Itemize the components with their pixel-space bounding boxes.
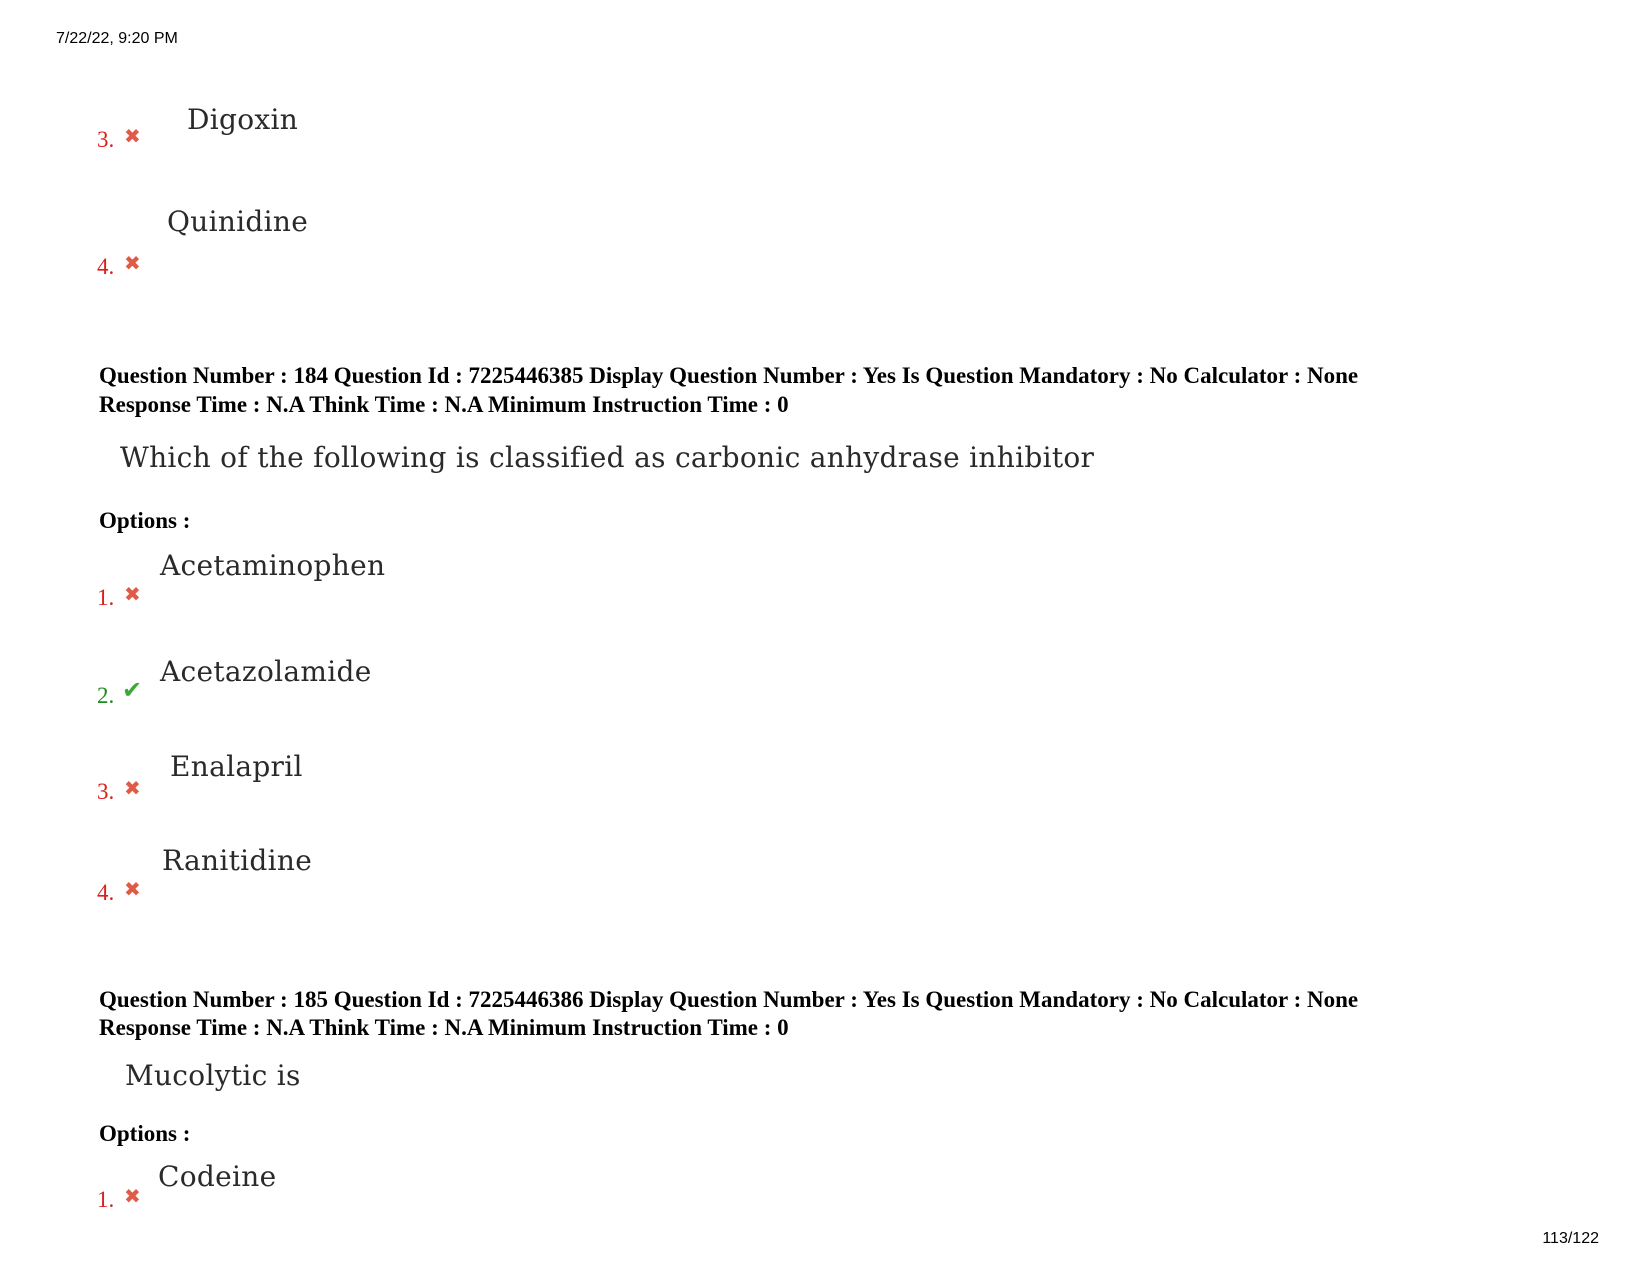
- option-text: Digoxin: [187, 103, 299, 136]
- option-number: 2.: [97, 683, 115, 708]
- option-text: Codeine: [158, 1160, 277, 1193]
- option-text: Quinidine: [167, 205, 309, 238]
- question-meta-line1: Question Number : 184 Question Id : 7225446385 Display Question Number : Yes Is Question Mandatory : No Calculator : None: [99, 363, 1359, 388]
- question-text: Which of the following is classified as carbonic anhydrase inhibitor: [120, 441, 1095, 474]
- options-label: Options :: [99, 1121, 191, 1146]
- print-timestamp: 7/22/22, 9:20 PM: [56, 30, 178, 47]
- question-meta-line1: Question Number : 185 Question Id : 7225446386 Display Question Number : Yes Is Question Mandatory : No Calculator : None: [99, 987, 1359, 1012]
- option-text: Ranitidine: [162, 844, 313, 877]
- check-mark-icon: ✔: [122, 676, 143, 704]
- cross-mark-icon: ✖: [124, 251, 141, 275]
- question-meta-line2: Response Time : N.A Think Time : N.A Minimum Instruction Time : 0: [99, 392, 789, 417]
- option-text: Acetazolamide: [160, 655, 372, 688]
- cross-mark-icon: ✖: [124, 582, 141, 606]
- cross-mark-icon: ✖: [124, 776, 141, 800]
- option-number: 4.: [97, 254, 115, 279]
- cross-mark-icon: ✖: [124, 877, 141, 901]
- page-number: 113/122: [1542, 1230, 1599, 1247]
- question-meta-line2: Response Time : N.A Think Time : N.A Minimum Instruction Time : 0: [99, 1015, 789, 1040]
- question-text: Mucolytic is: [125, 1059, 301, 1092]
- option-text: Enalapril: [170, 750, 303, 783]
- option-number: 1.: [97, 1187, 115, 1212]
- cross-mark-icon: ✖: [124, 124, 141, 148]
- option-number: 3.: [97, 779, 115, 804]
- cross-mark-icon: ✖: [124, 1184, 141, 1208]
- option-number: 4.: [97, 880, 115, 905]
- option-number: 3.: [97, 127, 115, 152]
- options-label: Options :: [99, 508, 191, 533]
- option-number: 1.: [97, 585, 115, 610]
- option-text: Acetaminophen: [160, 549, 386, 582]
